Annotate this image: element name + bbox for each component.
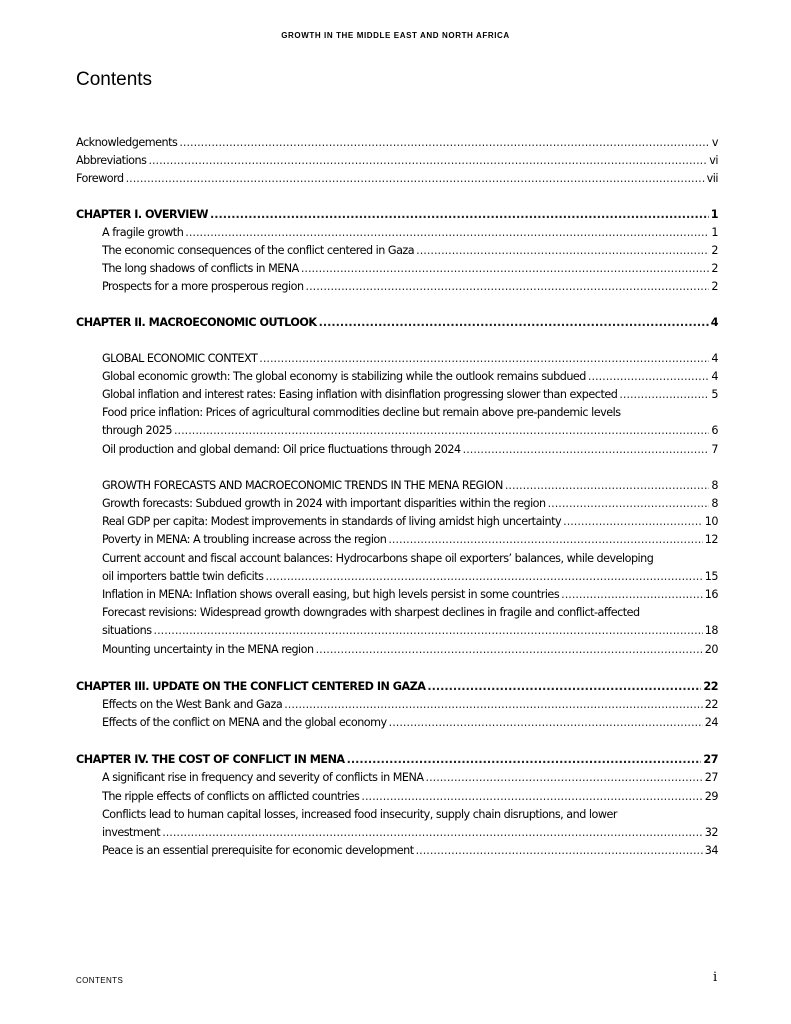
- toc-entry-title: The ripple effects of conflicts on afflicted countries: [102, 789, 360, 803]
- toc-page-number: 8: [711, 478, 718, 492]
- dot-leader: [427, 678, 701, 696]
- toc-page-number: 1: [711, 225, 718, 239]
- toc-entry-title-line2: investment: [102, 826, 161, 839]
- footer-section-label: CONTENTS: [76, 976, 124, 985]
- dot-leader: [266, 568, 703, 586]
- dot-leader: [179, 134, 710, 152]
- toc-page-number: 27: [704, 771, 718, 785]
- toc-entry-title: Peace is an essential prerequisite for economic development: [102, 844, 414, 858]
- toc-entry-acknowledgements[interactable]: [76, 134, 718, 152]
- toc-entry-title-line2: oil importers battle twin deficits: [102, 569, 264, 583]
- dot-leader: [347, 751, 702, 769]
- toc-page-number: 12: [704, 533, 718, 547]
- toc-page-number: 10: [704, 515, 718, 529]
- dot-leader: [505, 477, 710, 495]
- toc-page-number: 22: [704, 697, 718, 711]
- toc-page-number: 4: [711, 369, 718, 383]
- toc-entry-title-line1: Current account and fiscal account balances: Hydrocarbons shape oil exporters’ balances, while developing: [102, 551, 654, 565]
- chapter-title: CHAPTER III. UPDATE ON THE CONFLICT CENTERED IN GAZA: [76, 679, 426, 693]
- toc-entry-title: Abbreviations: [76, 154, 147, 168]
- toc-entry-abbreviations[interactable]: [76, 152, 718, 170]
- dot-leader: [174, 422, 709, 440]
- page-title: Contents: [76, 69, 153, 90]
- dot-leader: [319, 314, 709, 332]
- toc-page-number: 27: [703, 753, 718, 767]
- toc-entry-title: Effects of the conflict on MENA and the global economy: [102, 716, 387, 730]
- dot-leader: [162, 824, 703, 842]
- toc-page-number: 4: [711, 351, 718, 365]
- toc-entry[interactable]: [76, 842, 718, 860]
- dot-leader: [126, 170, 705, 188]
- toc-entry-multiline[interactable]: [76, 604, 718, 640]
- toc-entry-foreword[interactable]: [76, 170, 718, 188]
- toc-entry-title-line1: Food price inflation: Prices of agricultural commodities decline but remain above pre-pandemic levels: [102, 406, 621, 420]
- toc-page-number: 5: [711, 388, 718, 402]
- toc-entry-title-line2: situations: [102, 624, 152, 638]
- dot-leader: [388, 531, 702, 549]
- toc-entry-title: Prospects for a more prosperous region: [102, 280, 304, 294]
- toc-entry-title: The long shadows of conflicts in MENA: [102, 262, 299, 276]
- toc-page-number: 4: [710, 315, 718, 329]
- toc-entry[interactable]: [76, 696, 718, 714]
- dot-leader: [361, 788, 702, 806]
- dot-leader: [416, 242, 709, 260]
- toc-page-number: 1: [710, 207, 718, 221]
- dot-leader: [563, 513, 703, 531]
- toc-section-growth-forecasts[interactable]: [76, 477, 718, 495]
- dot-leader: [548, 495, 710, 513]
- toc-chapter-2[interactable]: [76, 314, 718, 332]
- toc-page-number: 2: [711, 243, 718, 257]
- toc-page-number: v: [711, 136, 718, 149]
- toc-entry[interactable]: [76, 531, 718, 549]
- toc-entry-title: Acknowledgements: [76, 136, 178, 149]
- toc-page-number: vii: [706, 172, 718, 186]
- table-of-contents: [76, 134, 718, 860]
- toc-entry-title: Poverty in MENA: A troubling increase across the region: [102, 533, 387, 547]
- dot-leader: [284, 696, 703, 714]
- toc-page-number: 20: [704, 642, 718, 656]
- toc-entry-title-line1: Conflicts lead to human capital losses, increased food insecurity, supply chain disruptions, and lower: [102, 807, 617, 821]
- dot-leader: [154, 622, 703, 640]
- dot-leader: [463, 441, 710, 459]
- toc-entry-title: Effects on the West Bank and Gaza: [102, 697, 283, 711]
- dot-leader: [316, 641, 703, 659]
- toc-page-number: 29: [704, 789, 718, 803]
- section-title: GROWTH FORECASTS AND MACROECONOMIC TRENDS IN THE MENA REGION: [102, 478, 503, 492]
- toc-entry-title: A fragile growth: [102, 225, 184, 239]
- toc-entry[interactable]: [76, 386, 718, 404]
- toc-entry-title: The economic consequences of the conflict centered in Gaza: [102, 243, 415, 257]
- dot-leader: [588, 368, 709, 386]
- dot-leader: [389, 714, 703, 732]
- toc-entry[interactable]: [76, 586, 718, 604]
- toc-page-number: 8: [711, 497, 718, 510]
- toc-entry-title: A significant rise in frequency and severity of conflicts in MENA: [102, 771, 424, 785]
- toc-chapter-1[interactable]: [76, 206, 718, 224]
- dot-leader: [426, 769, 703, 787]
- dot-leader: [185, 224, 709, 242]
- toc-entry-title-line2: through 2025: [102, 424, 172, 438]
- dot-leader: [148, 152, 707, 170]
- toc-page-number: 32: [704, 826, 718, 839]
- chapter-title: CHAPTER I. OVERVIEW: [76, 207, 208, 221]
- toc-entry[interactable]: [76, 224, 718, 242]
- toc-entry-title: Inflation in MENA: Inflation shows overall easing, but high levels persist in some countries: [102, 587, 560, 601]
- toc-page-number: 24: [704, 716, 718, 730]
- page-number: i: [713, 970, 718, 985]
- toc-entry[interactable]: [76, 714, 718, 732]
- toc-entry[interactable]: [76, 641, 718, 659]
- chapter-title: CHAPTER IV. THE COST OF CONFLICT IN MENA: [76, 753, 345, 767]
- toc-entry[interactable]: [76, 441, 718, 459]
- toc-entry[interactable]: [76, 242, 718, 260]
- dot-leader: [259, 350, 709, 368]
- toc-entry-title: Real GDP per capita: Modest improvements in standards of living amidst high uncertainty: [102, 515, 562, 529]
- toc-entry-title: Foreword: [76, 172, 124, 186]
- toc-entry[interactable]: [76, 368, 718, 386]
- toc-entry-title-line1: Forecast revisions: Widespread growth downgrades with sharpest declines in fragile and conflict-affected: [102, 606, 640, 620]
- running-head: GROWTH IN THE MIDDLE EAST AND NORTH AFRICA: [281, 31, 510, 40]
- toc-entry-title: Mounting uncertainty in the MENA region: [102, 642, 314, 656]
- dot-leader: [210, 206, 709, 224]
- toc-entry-multiline[interactable]: [76, 404, 718, 440]
- toc-entry-title: Growth forecasts: Subdued growth in 2024 with important disparities within the region: [102, 497, 546, 510]
- toc-entry[interactable]: [76, 495, 718, 513]
- dot-leader: [619, 386, 709, 404]
- dot-leader: [301, 260, 710, 278]
- toc-entry[interactable]: [76, 278, 718, 296]
- toc-entry-title: Global economic growth: The global economy is stabilizing while the outlook remains subdued: [102, 369, 586, 383]
- toc-page-number: 18: [704, 624, 718, 638]
- toc-entry-title: Global inflation and interest rates: Easing inflation with disinflation progressing slower than expected: [102, 388, 618, 402]
- toc-page-number: 22: [703, 679, 718, 693]
- chapter-title: CHAPTER II. MACROECONOMIC OUTLOOK: [76, 315, 317, 329]
- toc-page-number: 16: [704, 587, 718, 601]
- toc-chapter-4[interactable]: [76, 751, 718, 769]
- toc-entry-multiline[interactable]: [76, 806, 718, 842]
- dot-leader: [306, 278, 710, 296]
- dot-leader: [561, 586, 703, 604]
- toc-section-global-economic-context[interactable]: [76, 350, 718, 368]
- toc-page-number: 34: [704, 844, 718, 858]
- toc-page-number: vi: [709, 154, 718, 168]
- toc-page-number: 15: [704, 569, 718, 583]
- toc-page-number: 2: [711, 280, 718, 294]
- toc-page-number: 7: [711, 442, 718, 456]
- toc-page-number: 2: [711, 262, 718, 276]
- toc-entry[interactable]: [76, 513, 718, 531]
- toc-chapter-3[interactable]: [76, 678, 718, 696]
- dot-leader: [416, 842, 703, 860]
- toc-entry[interactable]: [76, 769, 718, 787]
- toc-entry-title: Oil production and global demand: Oil price fluctuations through 2024: [102, 442, 461, 456]
- section-title: GLOBAL ECONOMIC CONTEXT: [102, 351, 258, 365]
- toc-entry[interactable]: [76, 788, 718, 806]
- toc-page-number: 6: [711, 424, 718, 438]
- toc-entry[interactable]: [76, 260, 718, 278]
- toc-entry-multiline[interactable]: [76, 550, 718, 586]
